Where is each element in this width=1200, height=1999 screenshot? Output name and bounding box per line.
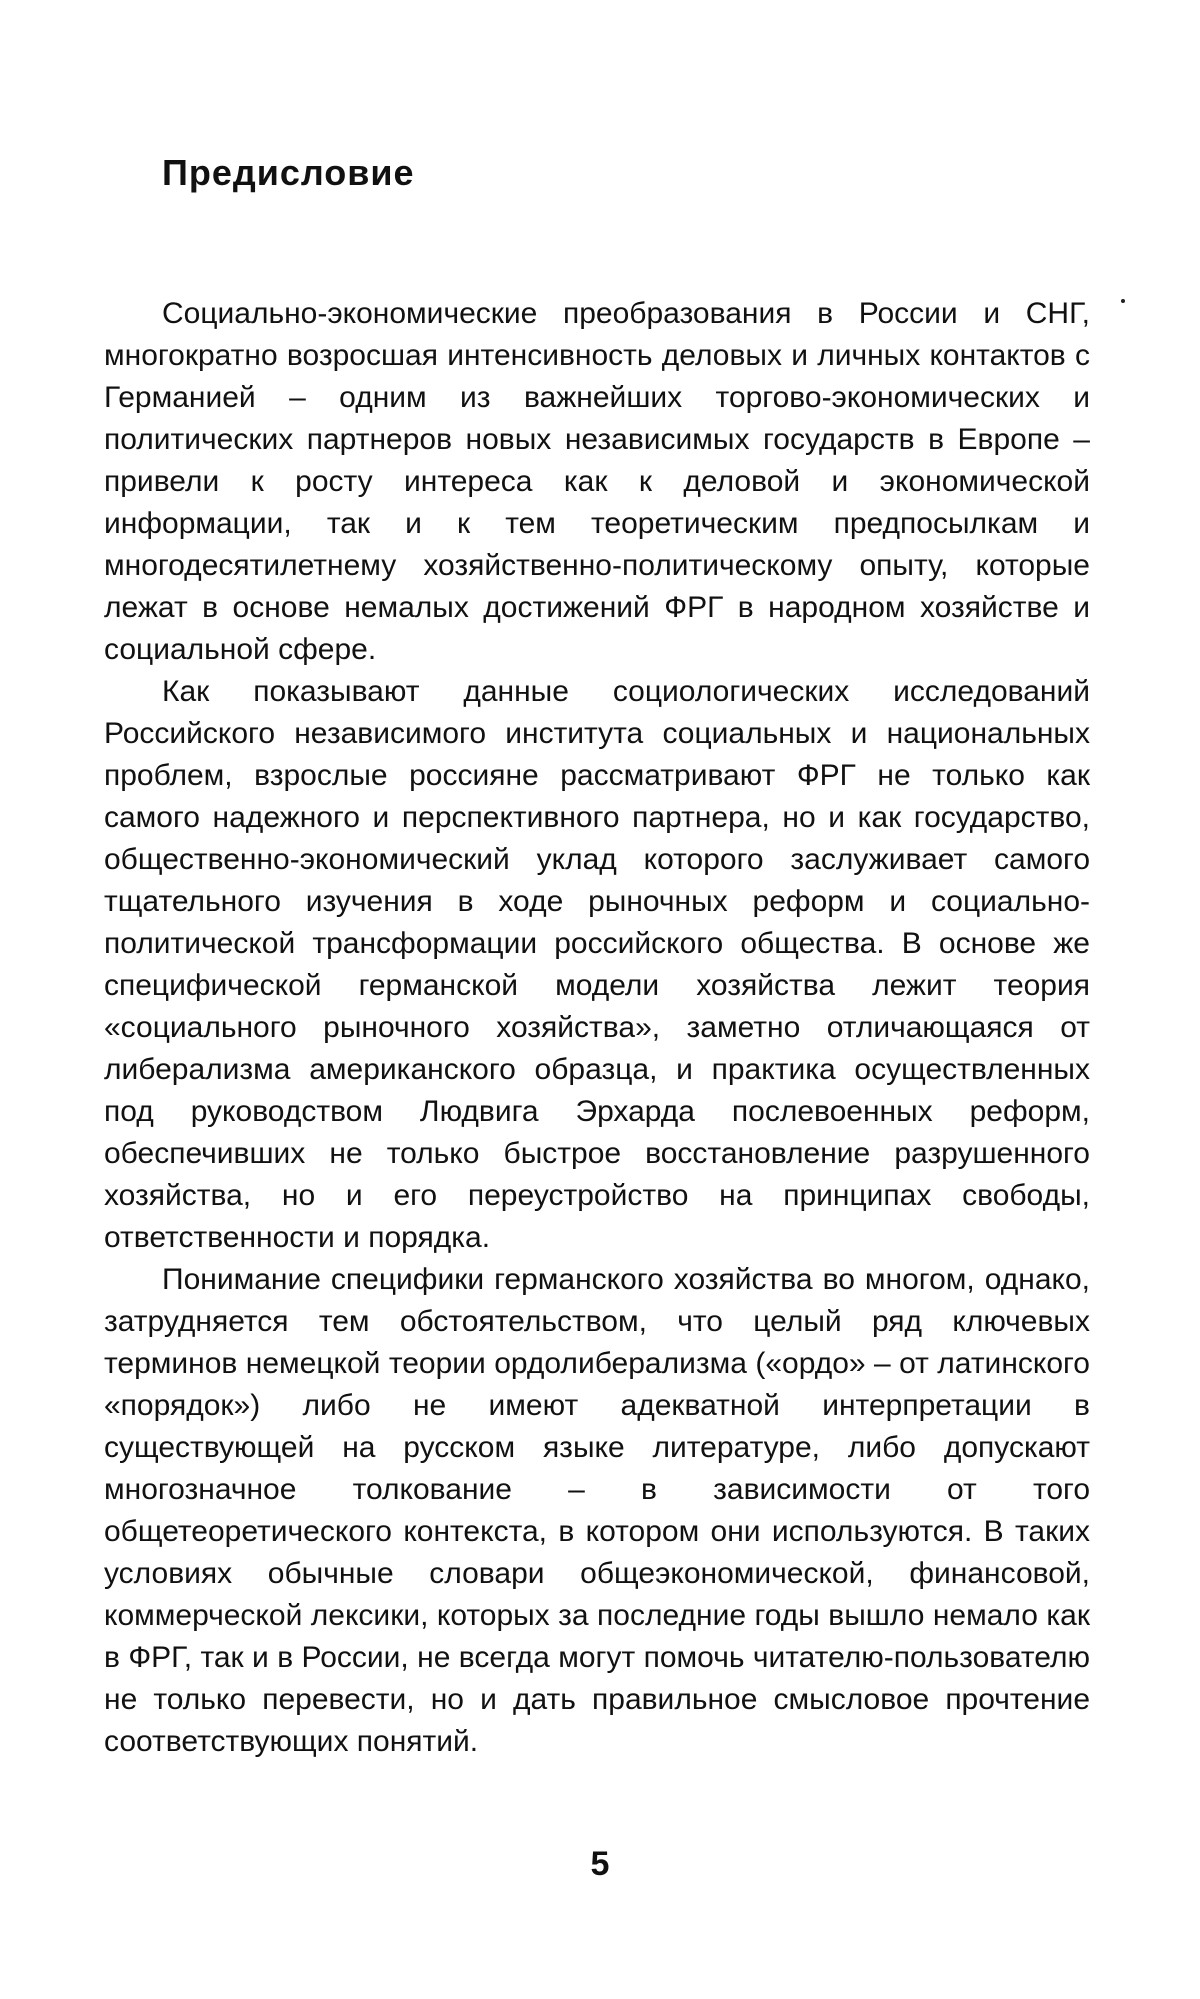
- page-number: 5: [590, 1845, 610, 1883]
- body-text: [104, 293, 1090, 1763]
- paragraph-1: Социально-экономические преобразования в России и СНГ, многократно возросшая интенсивность деловых и личных контактов с Германией – одним из важнейших торгово-экономических и политических партнеров новых независимых государств в Европе – привели к росту интереса как к деловой и экономической информации, так и к тем теоретическим предпосылкам и многодесятилетнему хозяйственно-политическому опыту, которые лежат в основе немалых достижений ФРГ в народном хозяйстве и социальной сфере.: [104, 297, 1090, 666]
- paragraph-2: Как показывают данные социологических исследований Российского независимого института социальных и национальных проблем, взрослые россияне рассматривают ФРГ не только как самого надежного и перспективного партнера, но и как государство, общественно-экономический уклад которого заслуживает самого тщательного изучения в ходе рыночных реформ и социально-политической трансформации российского общества. В основе же специфической германской модели хозяйства лежит теория «социального рыночного хозяйства», заметно отличающаяся от либерализма американского образца, и практика осуществленных под руководством Людвига Эрхарда послевоенных реформ, обеспечивших не только быстрое восстановление разрушенного хозяйства, но и его переустройство на принципах свободы, ответственности и порядка.: [104, 675, 1090, 1254]
- stray-ink-dot: [1121, 299, 1125, 303]
- page-title: Предисловие: [162, 152, 415, 193]
- paragraph-3: Понимание специфики германского хозяйства во многом, однако, затрудняется тем обстоятельством, что целый ряд ключевых терминов немецкой теории ордолиберализма («ордо» – от латинского «порядок») либо не имеют адекватной интерпретации в существующей на русском языке литературе, либо допускают многозначное толкование – в зависимости от того общетеоретического контекста, в котором они используются. В таких условиях обычные словари общеэкономической, финансовой, коммерческой лексики, которых за последние годы вышло немало как в ФРГ, так и в России, не всегда могут помочь читателю-пользователю не только перевести, но и дать правильное смысловое прочтение соответствующих понятий.: [104, 1263, 1090, 1758]
